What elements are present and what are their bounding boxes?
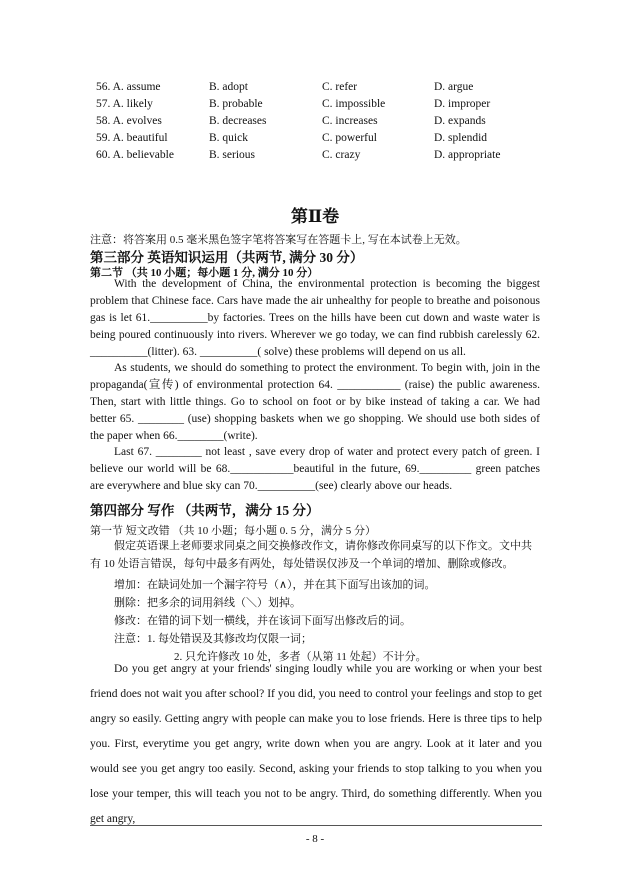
part3-section-title: 第二节 （共 10 小题；每小题 1 分, 满分 10 分）	[90, 267, 319, 279]
option-c: C. increases	[322, 115, 378, 127]
part3-title: 第三部分 英语知识运用（共两节, 满分 30 分）	[90, 250, 364, 265]
page-number: - 8 -	[305, 833, 325, 845]
rule-modify: 修改：在错的词下划一横线，并在该词下面写出修改后的词。	[114, 615, 411, 627]
option-b: B. serious	[209, 149, 255, 161]
note-2: 2. 只允许修改 10 处，多者（从第 11 处起）不计分。	[174, 651, 427, 663]
note-1: 注意：1. 每处错误及其修改均仅限一词；	[114, 633, 312, 645]
option-d: D. expands	[434, 115, 486, 127]
option-c: C. impossible	[322, 98, 386, 110]
option-d: D. appropriate	[434, 149, 501, 161]
error-correction-instructions: 假定英语课上老师要求同桌之间交换修改作文，请你修改你同桌写的以下作文。文中共有 10 处语言错误，每句中最多有两处，每处错误仅涉及一个单词的增加、删除或修改。	[90, 540, 532, 570]
passage-paragraph-3: Last 67. ________ not least , save every drop of water and protect every patch of green. I believe our world will be 68.___________beautiful in the future, 69._________ green patches are everywhere and blue sky can 70.__________(see) clearly above our heads.	[90, 446, 540, 492]
volume-title: 第Ⅱ卷	[290, 207, 340, 226]
part4-title: 第四部分 写作 （共两节，满分 15 分）	[90, 503, 320, 518]
option-d: D. improper	[434, 98, 491, 110]
footer-divider	[90, 825, 542, 826]
option-a: 56. A. assume	[96, 81, 161, 93]
option-d: D. splendid	[434, 132, 488, 144]
option-d: D. argue	[434, 81, 474, 93]
option-b: B. probable	[209, 98, 263, 110]
passage-paragraph-2: As students, we should do something to protect the environment. To begin with, join in the propaganda(宣传) of environmental protection 64. ___________ (raise) the public awareness. Then, start with little things. Go to school on foot or by bike instead of taking a car. We had better 65. ________ (use) shopping baskets when we go shopping. We should use both sides of the paper when 66.________(write).	[90, 362, 540, 442]
passage-paragraph-1: With the development of China, the environmental protection is becoming the biggest problem that Chinese face. Cars have made the air unhealthy for people to breathe and poisonous gas is let 61.__________by factories. Trees on the hills have been cut down and waste water is being poured continuously into rivers. Wherever we go today, we can find rubbish carelessly 62. __________(litter). 63. __________( solve) these problems will depend on us all.	[90, 278, 540, 358]
option-b: B. decreases	[209, 115, 267, 127]
option-a: 57. A. likely	[96, 98, 153, 110]
option-a: 59. A. beautiful	[96, 132, 168, 144]
option-b: B. quick	[209, 132, 248, 144]
option-b: B. adopt	[209, 81, 248, 93]
option-c: C. crazy	[322, 149, 361, 161]
part4-section-title: 第一节 短文改错 （共 10 小题；每小题 0. 5 分，满分 5 分）	[90, 525, 376, 537]
essay-text: Do you get angry at your friends' singing loudly while you are working or when your best friend does not wait you after school? If you did, you need to control your feelings and stop to get angry so easily. Getting angry with people can make you to lose friends. Here is three tips to help you. First, everytime you get angry, write down when you are angry. Look at it later and you would see you get angry too easily. Second, asking your friends to stop talking to you when you lose your temper, this will teach you not to be angry. Third, do something differently. When you get angry,	[90, 663, 542, 825]
option-a: 60. A. believable	[96, 149, 174, 161]
rule-add: 增加：在缺词处加一个漏字符号（∧），并在其下面写出该加的词。	[114, 579, 436, 591]
option-c: C. powerful	[322, 132, 377, 144]
rule-delete: 删除：把多余的词用斜线（＼）划掉。	[114, 597, 301, 609]
option-c: C. refer	[322, 81, 358, 93]
option-a: 58. A. evolves	[96, 115, 162, 127]
answer-notice: 注意：将答案用 0.5 毫米黑色签字笔将答案写在答题卡上, 写在本试卷上无效。	[90, 234, 467, 246]
